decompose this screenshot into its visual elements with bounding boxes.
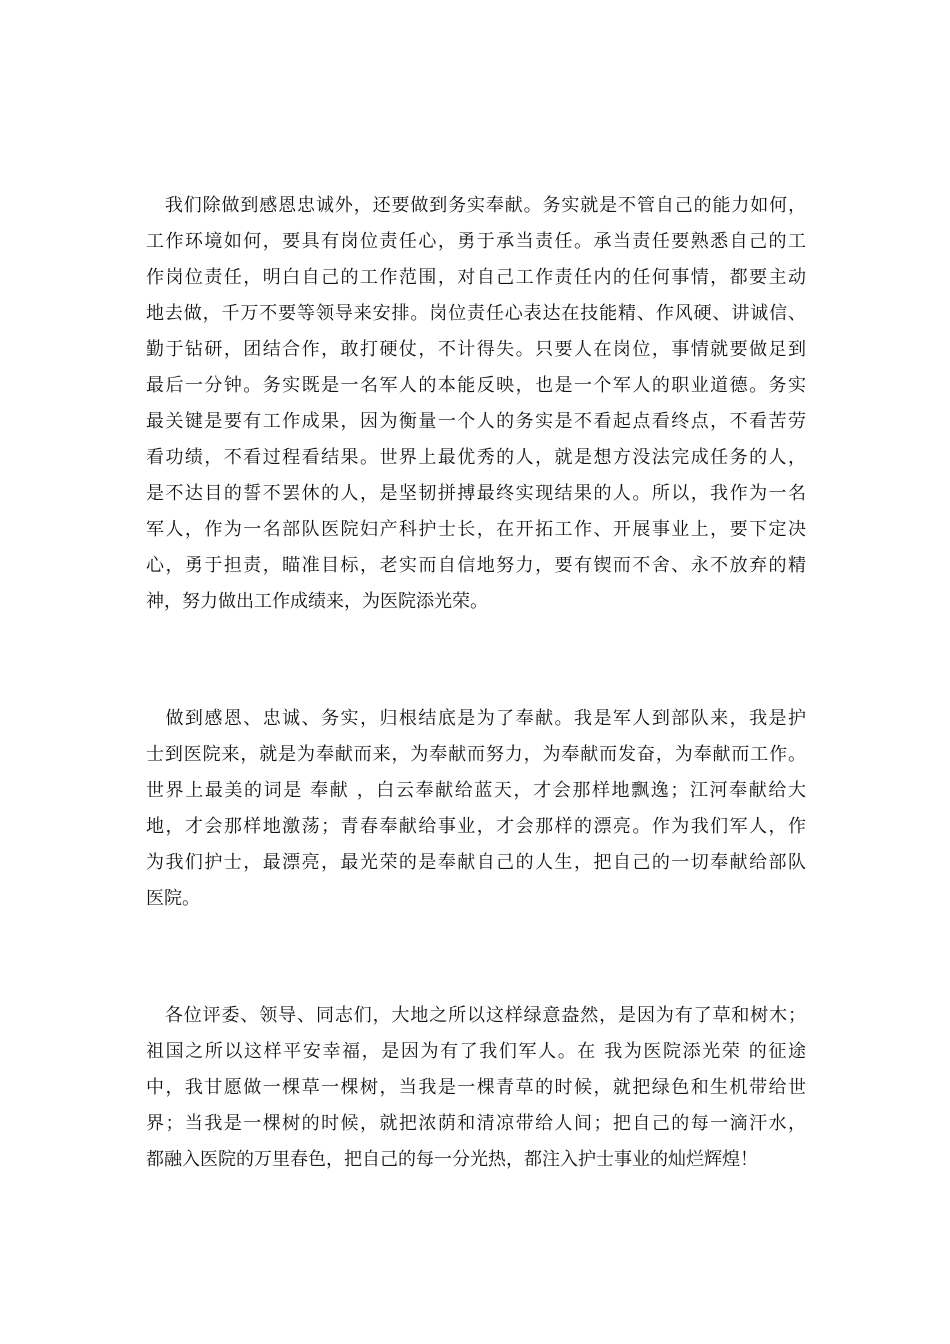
paragraph-line: 医院。 xyxy=(146,888,200,909)
paragraph-closing xyxy=(146,998,806,1178)
paragraph-line: 祖国之所以这样平安幸福，是因为有了我们军人。在 我为医院添光荣 的征途 xyxy=(146,1041,806,1062)
paragraph-line: 最后一分钟。务实既是一名军人的本能反映，也是一个军人的职业道德。务实 xyxy=(146,375,806,396)
paragraph-line: 做到感恩、忠诚、务实，归根结底是为了奉献。我是军人到部队来，我是护 xyxy=(146,708,806,729)
paragraph-line: 地去做，千万不要等领导来安排。岗位责任心表达在技能精、作风硬、讲诚信、 xyxy=(146,303,806,324)
paragraph-line: 神，努力做出工作成绩来，为医院添光荣。 xyxy=(146,591,488,612)
paragraph-line: 为我们护士，最漂亮，最光荣的是奉献自己的人生，把自己的一切奉献给部队 xyxy=(146,852,806,873)
paragraph-line: 工作环境如何，要具有岗位责任心，勇于承当责任。承当责任要熟悉自己的工 xyxy=(146,231,806,252)
paragraph-line: 界；当我是一棵树的时候，就把浓荫和清凉带给人间；把自己的每一滴汗水， xyxy=(146,1113,806,1134)
paragraph-line: 心，勇于担责，瞄准目标，老实而自信地努力，要有锲而不舍、永不放弃的精 xyxy=(146,555,806,576)
paragraph-line: 最关键是要有工作成果，因为衡量一个人的务实是不看起点看终点，不看苦劳 xyxy=(146,411,806,432)
paragraph-line: 各位评委、领导、同志们，大地之所以这样绿意盎然，是因为有了草和树木； xyxy=(146,1005,806,1026)
paragraph-line: 勤于钻研，团结合作，敢打硬仗，不计得失。只要人在岗位，事情就要做足到 xyxy=(146,339,806,360)
paragraph-line: 作岗位责任，明白自己的工作范围，对自己工作责任内的任何事情，都要主动 xyxy=(146,267,806,288)
paragraph-line: 都融入医院的万里春色，把自己的每一分光热，都注入护士事业的灿烂辉煌！ xyxy=(146,1149,758,1170)
paragraph-line: 军人，作为一名部队医院妇产科护士长，在开拓工作、开展事业上，要下定决 xyxy=(146,519,806,540)
paragraph-line: 地，才会那样地激荡；青春奉献给事业，才会那样的漂亮。作为我们军人，作 xyxy=(146,816,806,837)
paragraph-pragmatic-dedication xyxy=(146,188,806,620)
paragraph-line: 看功绩，不看过程看结果。世界上最优秀的人，就是想方没法完成任务的人， xyxy=(146,447,806,468)
paragraph-line: 我们除做到感恩忠诚外，还要做到务实奉献。务实就是不管自己的能力如何， xyxy=(146,195,806,216)
paragraph-line: 世界上最美的词是 奉献 ，白云奉献给蓝天，才会那样地飘逸；江河奉献给大 xyxy=(146,780,806,801)
paragraph-dedication xyxy=(146,701,806,917)
paragraph-line: 是不达目的誓不罢休的人，是坚韧拼搏最终实现结果的人。所以，我作为一名 xyxy=(146,483,806,504)
paragraph-line: 中，我甘愿做一棵草一棵树，当我是一棵青草的时候，就把绿色和生机带给世 xyxy=(146,1077,806,1098)
paragraph-line: 士到医院来，就是为奉献而来，为奉献而努力，为奉献而发奋，为奉献而工作。 xyxy=(146,744,806,765)
